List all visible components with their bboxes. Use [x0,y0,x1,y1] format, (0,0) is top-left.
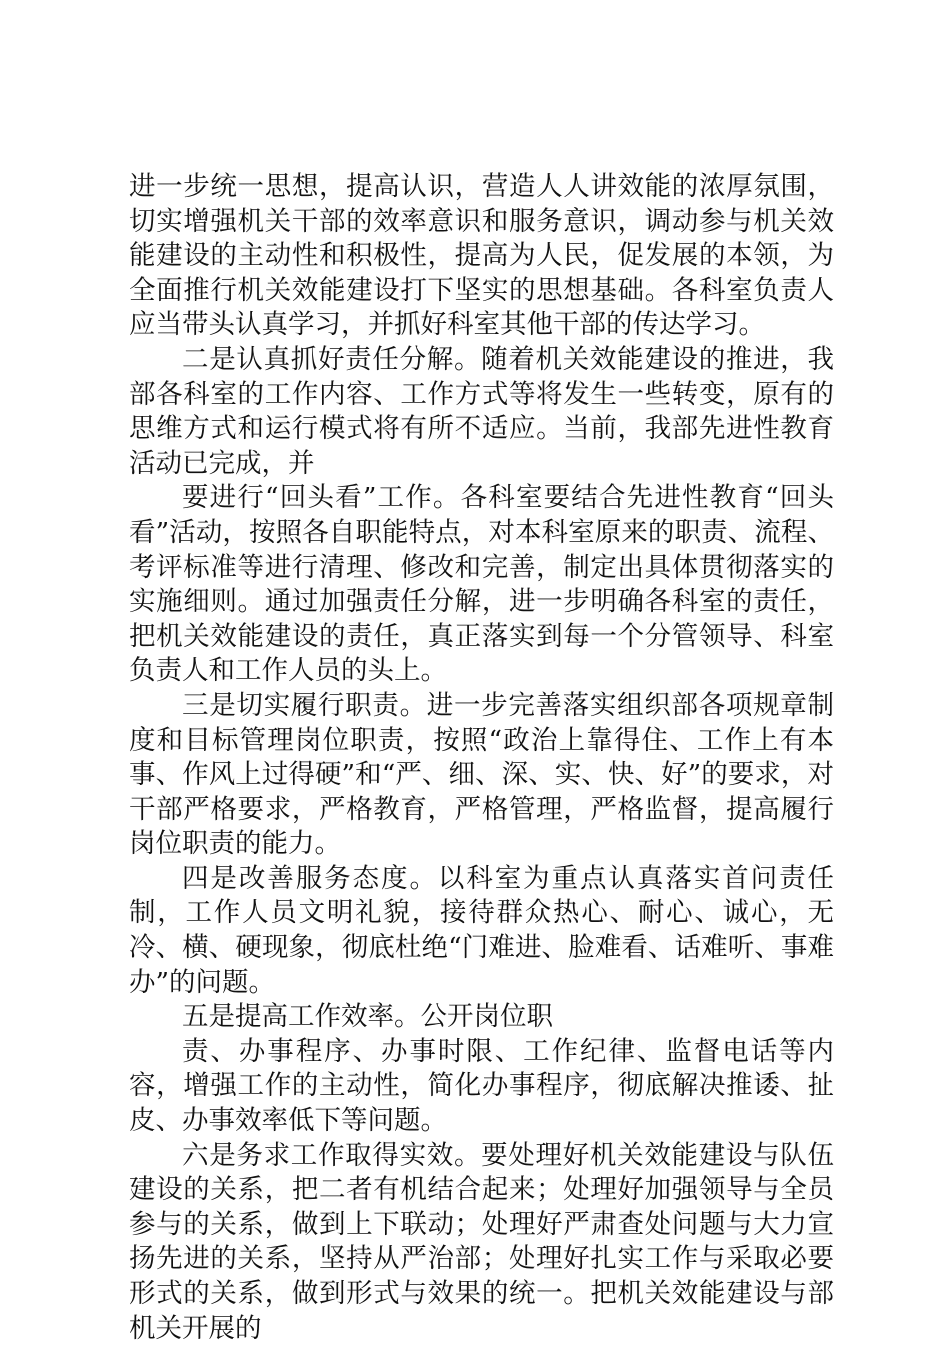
paragraph-item-5-continued: 责、办事程序、办事时限、工作纪律、监督电话等内容，增强工作的主动性，简化办事程序，彻底解决推诿、扯皮、办事效率低下等问题。 [129,1035,834,1137]
document-body [129,170,834,1346]
paragraph-item-6: 六是务求工作取得实效。要处理好机关效能建设与队伍建设的关系，把二者有机结合起来；处理好加强领导与全员参与的关系，做到上下联动；处理好严肃查处问题与大力宣扬先进的关系，坚持从严治部；处理好扎实工作与采取必要形式的关系，做到形式与效果的统一。把机关效能建设与部机关开展的 [129,1139,834,1344]
paragraph-item-5: 五是提高工作效率。公开岗位职 [182,1001,553,1033]
paragraph-item-3: 三是切实履行职责。进一步完善落实组织部各项规章制度和目标管理岗位职责，按照“政治上靠得住、工作上有本事、作风上过得硬”和“严、细、深、实、快、好”的要求，对干部严格要求，严格教育，严格管理，严格监督，提高履行岗位职责的能力。 [129,689,834,860]
paragraph-item-2: 二是认真抓好责任分解。随着机关效能建设的推进，我部各科室的工作内容、工作方式等将发生一些转变，原有的思维方式和运行模式将有所不适应。当前，我部先进性教育活动已完成，并 [129,343,834,479]
paragraph-item-2-continued: 要进行“回头看”工作。各科室要结合先进性教育“回头看”活动，按照各自职能特点，对本科室原来的职责、流程、考评标准等进行清理、修改和完善，制定出具体贯彻落实的实施细则。通过加强责任分解，进一步明确各科室的责任，把机关效能建设的责任，真正落实到每一个分管领导、科室负责人和工作人员的头上。 [129,482,834,687]
paragraph-continuation: 进一步统一思想，提高认识，营造人人讲效能的浓厚氛围，切实增强机关干部的效率意识和服务意识，调动参与机关效能建设的主动性和积极性，提高为人民，促发展的本领，为全面推行机关效能建设打下坚实的思想基础。各科室负责人应当带头认真学习，并抓好科室其他干部的传达学习。 [129,171,834,341]
paragraph-item-4: 四是改善服务态度。以科室为重点认真落实首问责任制，工作人员文明礼貌，接待群众热心、耐心、诚心，无冷、横、硬现象，彻底杜绝“门难进、脸难看、话难听、事难办”的问题。 [129,862,834,998]
